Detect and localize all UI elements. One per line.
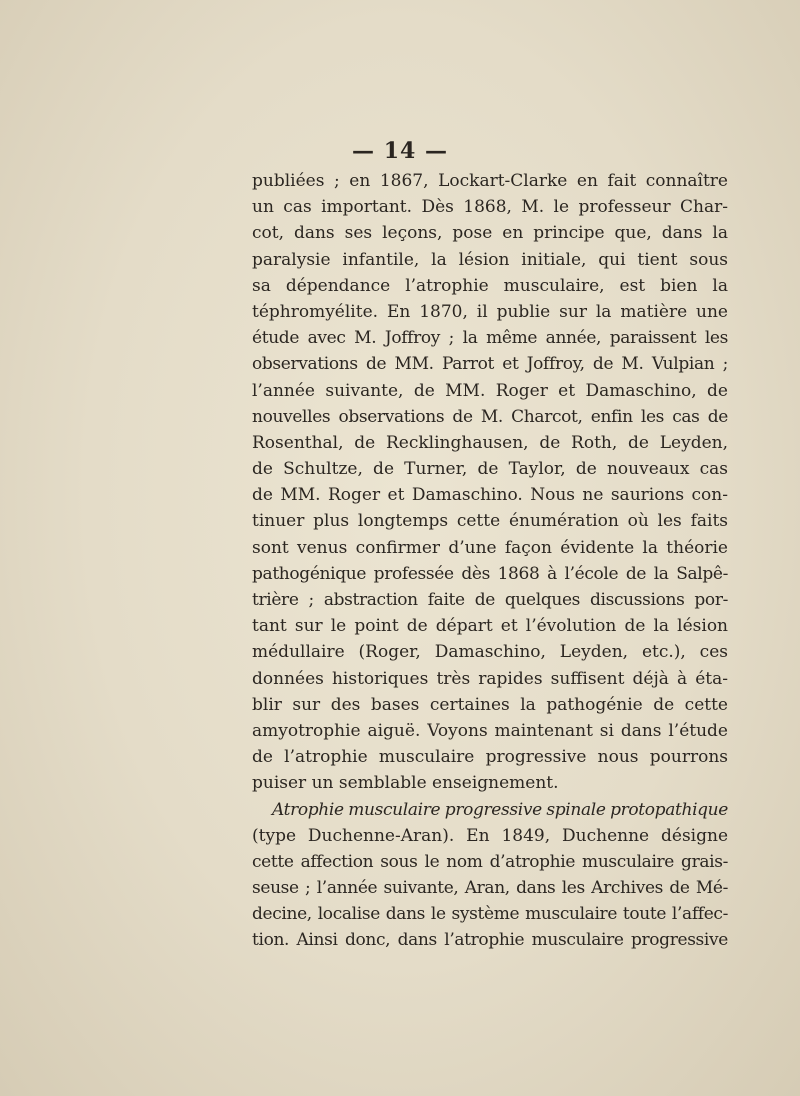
- body-text: [252, 168, 728, 954]
- text-line: decine, localise dans le système musculaire toute l’affec-: [252, 904, 728, 925]
- text-line: publiées ; en 1867, Lockart-Clarke en fait connaître: [252, 171, 728, 191]
- text-line: l’année suivante, de MM. Roger et Damaschino, de: [252, 380, 728, 401]
- text-line: téphromyélite. En 1870, il publie sur la matière une: [252, 301, 728, 322]
- text-line: (type Duchenne-Aran). En 1849, Duchenne désigne: [252, 825, 728, 846]
- text-line: sont venus confirmer d’une façon évidente la théorie: [252, 537, 728, 558]
- text-line: de MM. Roger et Damaschino. Nous ne saurions con-: [252, 485, 728, 506]
- text-line: étude avec M. Joffroy ; la même année, paraissent les: [252, 328, 728, 349]
- text-line: puiser un semblable enseignement.: [252, 773, 559, 794]
- text-line: sa dépendance l’atrophie musculaire, est bien la: [252, 275, 728, 296]
- text-line: tinuer plus longtemps cette énumération où les faits: [252, 511, 728, 532]
- text-line: de l’atrophie musculaire progressive nous pourrons: [252, 747, 728, 768]
- text-line: données historiques très rapides suffisent déjà à éta-: [252, 668, 728, 689]
- page-number: — 14 —: [352, 138, 448, 164]
- text-line: paralysie infantile, la lésion initiale, qui tient sous: [252, 249, 728, 270]
- text-line: tion. Ainsi donc, dans l’atrophie musculaire progressive: [252, 930, 728, 951]
- text-line: cette affection sous le nom d’atrophie musculaire grais-: [252, 851, 728, 872]
- text-line: blir sur des bases certaines la pathogénie de cette: [252, 694, 728, 715]
- paragraph-heading-line: [252, 797, 728, 823]
- text-line: trière ; abstraction faite de quelques discussions por-: [252, 590, 728, 610]
- text-line: observations de MM. Parrot et Joffroy, de M. Vulpian ;: [252, 354, 728, 375]
- text-line: tant sur le point de départ et l’évolution de la lésion: [252, 616, 728, 637]
- text-line: seuse ; l’année suivante, Aran, dans les Archives de Mé-: [252, 878, 728, 899]
- text-line: Rosenthal, de Recklinghausen, de Roth, de Leyden,: [252, 432, 728, 453]
- text-line: de Schultze, de Turner, de Taylor, de nouveaux cas: [252, 459, 728, 480]
- text-line: un cas important. Dès 1868, M. le professeur Char-: [252, 197, 728, 218]
- text-line: pathogénique professée dès 1868 à l’école de la Salpê-: [252, 563, 728, 584]
- text-line: amyotrophie aiguë. Voyons maintenant si dans l’étude: [252, 720, 728, 741]
- text-line: nouvelles observations de M. Charcot, enfin les cas de: [252, 406, 728, 427]
- text-line: cot, dans ses leçons, pose en principe que, dans la: [252, 223, 728, 244]
- text-line: médullaire (Roger, Damaschino, Leyden, etc.), ces: [252, 642, 728, 663]
- italic-heading: Atrophie musculaire progressive spinale protopathique: [272, 799, 728, 820]
